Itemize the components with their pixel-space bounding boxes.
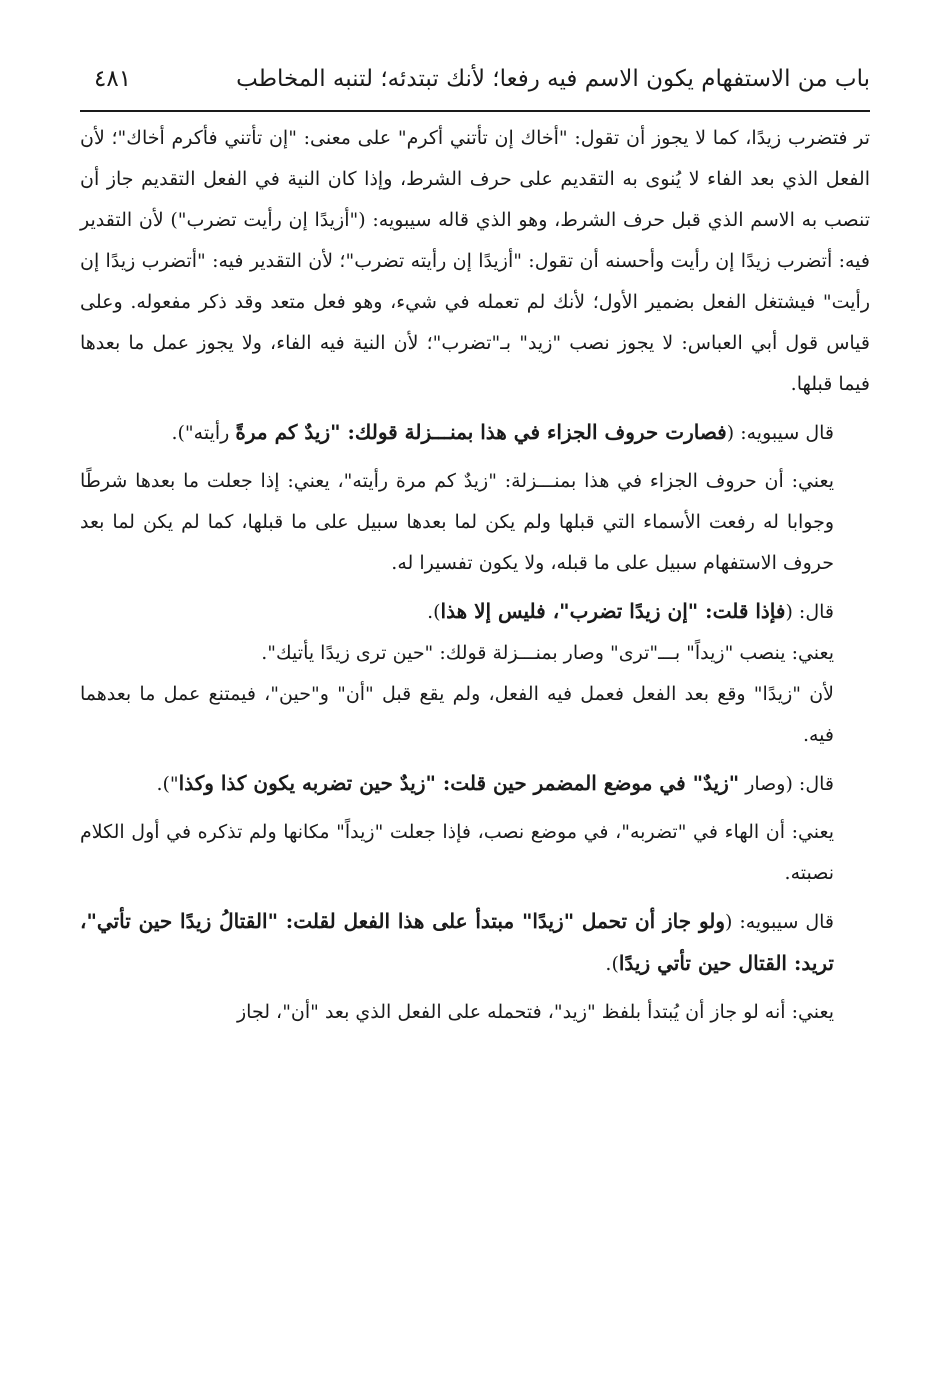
quote-tail: رأيته"). (171, 422, 236, 444)
quote-lead: قال سيبويه: ( (725, 911, 834, 933)
quote-tail: "). (156, 773, 179, 795)
paragraph-8 (80, 812, 870, 894)
paragraph-7-quote (80, 763, 870, 805)
quote-bold: ولو جاز أن تحمل "زيدًا" مبتدأ على هذا الفعل لقلت: "القتالُ زيدًا حين تأتي"، تريد: القتال حين تأتي زيدًا (80, 909, 834, 975)
quote-lead: قال: (وصار (739, 773, 834, 795)
paragraph-text: يعني: أن الهاء في "تضربه"، في موضع نصب، فإذا جعلت "زيداً" مكانها ولم تذكره في أول الكلام نصبته. (80, 821, 834, 884)
paragraph-text: يعني: أنه لو جاز أن يُبتدأ بلفظ "زيد"، فتحمله على الفعل الذي بعد "أن"، لجاز (237, 1001, 834, 1023)
page-number: ٤٨١ (94, 66, 132, 92)
paragraph-text: تر فتضرب زيدًا، كما لا يجوز أن تقول: "أخاك إن تأتني أكرم" على معنى: "إن تأتني فأكرم أخاك"؛ لأن الفعل الذي بعد الفاء لا يُنوى به التقديم على حرف الشرط، وإذا كان النية في الفعل التقديم جاز أن تنصب به الاسم الذي قبل حرف الشرط، وهو الذي قاله سيبويه: ("أزيدًا إن رأيت تضرب") لأن التقدير فيه: أتضرب زيدًا إن رأيت وأحسنه أن تقول: "أزيدًا إن رأيته تضرب"؛ لأن التقدير فيه: "أتضرب زيدًا إن رأيت" فيشتغل الفعل بضمير الأول؛ لأنك لم تعمله في شيء، وهو فعل متعد وقد ذكر مفعوله. وعلى قياس قول أبي العباس: لا يجوز نصب "زيد" بـ"تضرب"؛ لأن النية فيه الفاء، ولا يجوز عمل ما بعدها فيما قبلها. (80, 127, 870, 395)
paragraph-6 (80, 674, 870, 756)
quote-lead: قال سيبويه: ( (726, 422, 834, 444)
chapter-title: باب من الاستفهام يكون الاسم فيه رفعا؛ لأنك تبتدئه؛ لتنبه المخاطب (236, 66, 870, 92)
quote-bold: فإذا قلت: "إن زيدًا تضرب"، فليس إلا هذا (440, 599, 786, 623)
paragraph-3 (80, 461, 870, 584)
text-body (80, 118, 870, 1033)
paragraph-10 (80, 992, 870, 1033)
paragraph-4-quote (80, 591, 870, 633)
quote-tail: ). (427, 601, 441, 623)
quote-bold: "زيدٌ" في موضع المضمر حين قلت: "زيدٌ حين تضربه يكون كذا وكذا (178, 771, 740, 795)
quote-bold: فصارت حروف الجزاء في هذا بمنـــزلة قولك: "زيدٌ كم مرةً (235, 420, 727, 444)
paragraph-text: لأن "زيدًا" وقع بعد الفعل فعمل فيه الفعل، ولم يقع قبل "أن" و"حين"، فيمتنع عمل ما بعدهما فيه. (80, 683, 834, 746)
quote-lead: قال: ( (785, 601, 834, 623)
paragraph-5 (80, 633, 870, 674)
paragraph-2-sibawayh-quote (80, 412, 870, 454)
paragraph-text: يعني: ينصب "زيداً" بـــ"ترى" وصار بمنـــزلة قولك: "حين ترى زيدًا يأتيك". (261, 642, 834, 664)
quote-tail: ). (605, 953, 619, 975)
paragraph-1 (80, 118, 870, 405)
paragraph-9-sibawayh-quote (80, 901, 870, 985)
running-header (80, 58, 870, 112)
paragraph-text: يعني: أن حروف الجزاء في هذا بمنـــزلة: "زيدٌ كم مرة رأيته"، يعني: إذا جعلت ما بعدها شرطًا وجوابا له رفعت الأسماء التي قبلها ولم يكن لما بعدها سبيل على ما قبلها، كما لم يكن لما بعد حروف الاستفهام سبيل على ما قبله، ولا يكون تفسيرا له. (80, 470, 834, 574)
